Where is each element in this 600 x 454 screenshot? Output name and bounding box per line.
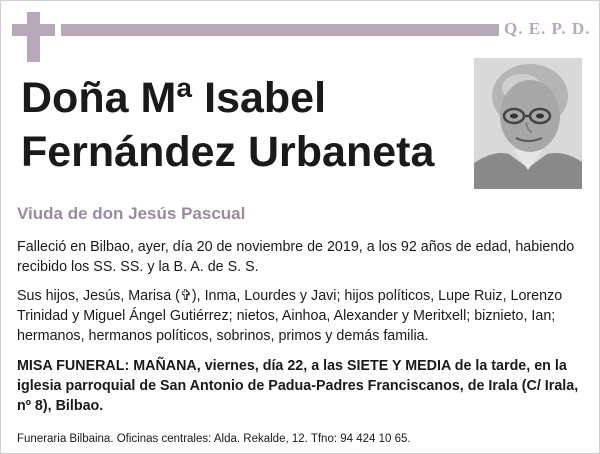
deceased-name bbox=[21, 71, 434, 179]
funeral-mass-details: MISA FUNERAL: MAÑANA, viernes, día 22, a las SIETE Y MEDIA de la tarde, en la iglesia parroquial de San Antonio de Padua-Padres Franciscanos, de Irala (C/ Irala, nº 8), Bilbao. bbox=[17, 358, 579, 414]
qepd-label: Q. E. P. D. bbox=[504, 19, 591, 38]
header-rule bbox=[61, 24, 499, 36]
family-list: Sus hijos, Jesús, Marisa (✞), Inma, Lourdes y Javi; hijos políticos, Lupe Ruiz, Lorenzo Trinidad y Miguel Ángel Gutiérrez; nietos, Ainhoa, Alexander y Meritxell; biznieto, Ian; hermanos, hermanos políticos, sobrinos, primos y demás familia. bbox=[17, 288, 563, 344]
portrait-illustration bbox=[474, 58, 582, 189]
name-line-1: Doña Mª Isabel bbox=[21, 74, 327, 122]
widow-subtitle: Viuda de don Jesús Pascual bbox=[17, 204, 246, 223]
cross-icon bbox=[27, 12, 40, 62]
portrait-photo bbox=[474, 58, 582, 189]
name-line-2: Fernández Urbaneta bbox=[21, 128, 435, 176]
funeral-home-footer: Funeraria Bilbaina. Oficinas centrales: Alda. Rekalde, 12. Tfno: 94 424 10 65. bbox=[17, 433, 411, 445]
cross-icon-bar bbox=[12, 24, 55, 36]
death-announcement: Falleció en Bilbao, ayer, día 20 de noviembre de 2019, a los 92 años de edad, habiendo recibido los SS. SS. y la B. A. de S. S. bbox=[17, 239, 575, 275]
